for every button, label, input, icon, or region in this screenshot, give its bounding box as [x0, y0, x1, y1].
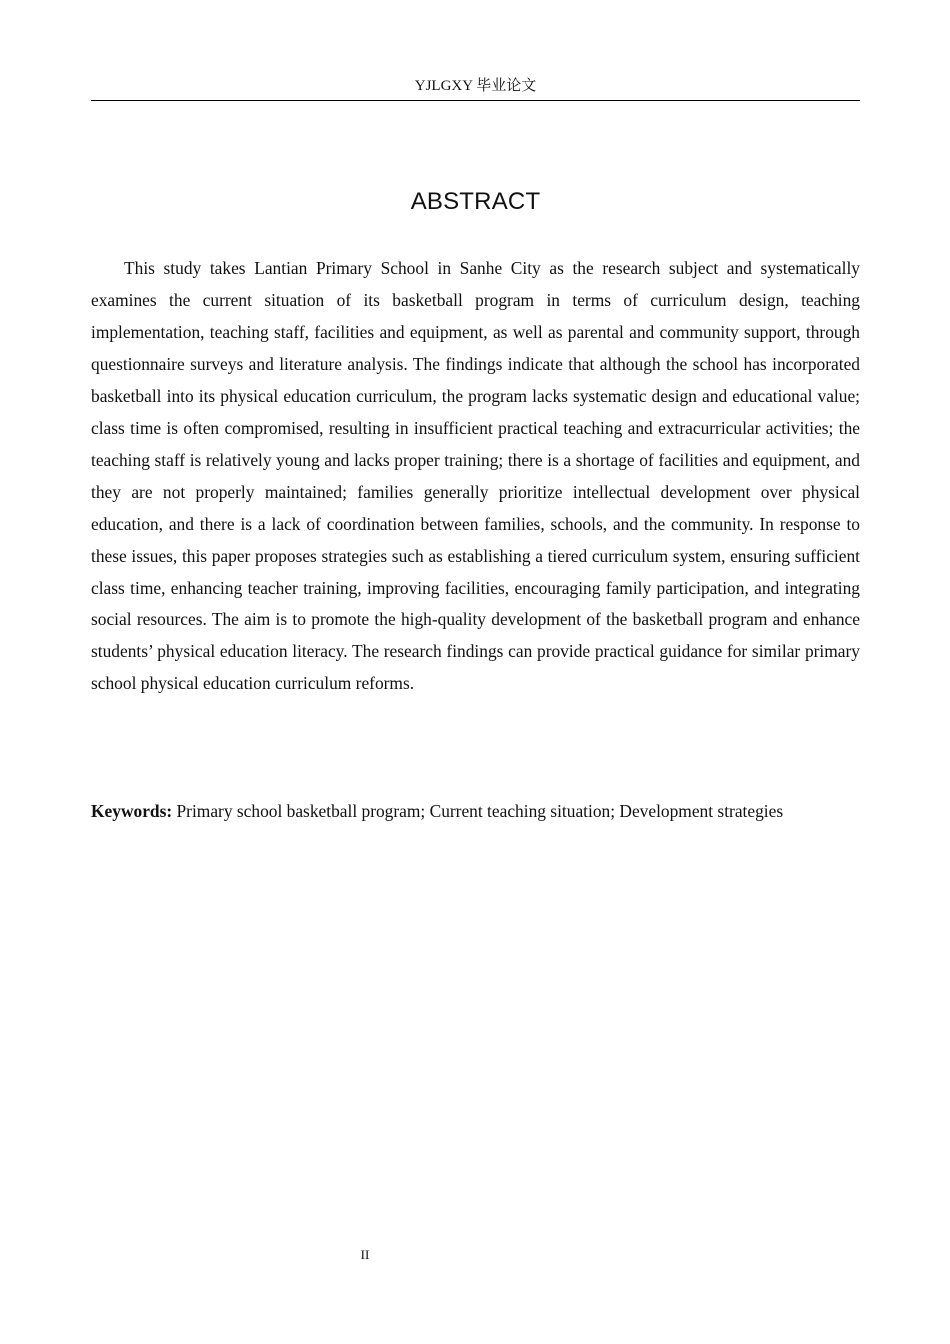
- page-number: II: [360, 1247, 370, 1262]
- abstract-body: This study takes Lantian Primary School in Sanhe City as the research subject and systematically examines the current situation of its basketball program in terms of curriculum design, teaching implementation, teaching staff, facilities and equipment, as well as parental and community support, through questionnaire surveys and literature analysis. The findings indicate that although the school has incorporated basketball into its physical education curriculum, the program lacks systematic design and educational value; class time is often compromised, resulting in insufficient practical teaching and extracurricular activities; the teaching staff is relatively young and lacks proper training; there is a shortage of facilities and equipment, and they are not properly maintained; families generally prioritize intellectual development over physical education, and there is a lack of coordination between families, schools, and the community. In response to these issues, this paper proposes strategies such as establishing a tiered curriculum system, ensuring sufficient class time, enhancing teacher training, improving facilities, encouraging family participation, and integrating social resources. The aim is to promote the high-quality development of the basketball program and enhance students’ physical education literacy. The research findings can provide practical guidance for similar primary school physical education curriculum reforms.: [91, 258, 860, 694]
- abstract-title: ABSTRACT: [410, 188, 541, 215]
- keywords-text: Primary school basketball program; Current teaching situation; Development strategies: [176, 801, 784, 821]
- running-header: YJLGXY 毕业论文: [414, 78, 537, 94]
- keywords-paragraph: [91, 796, 860, 828]
- keywords-label: Keywords:: [91, 801, 173, 821]
- header-divider: [91, 100, 860, 101]
